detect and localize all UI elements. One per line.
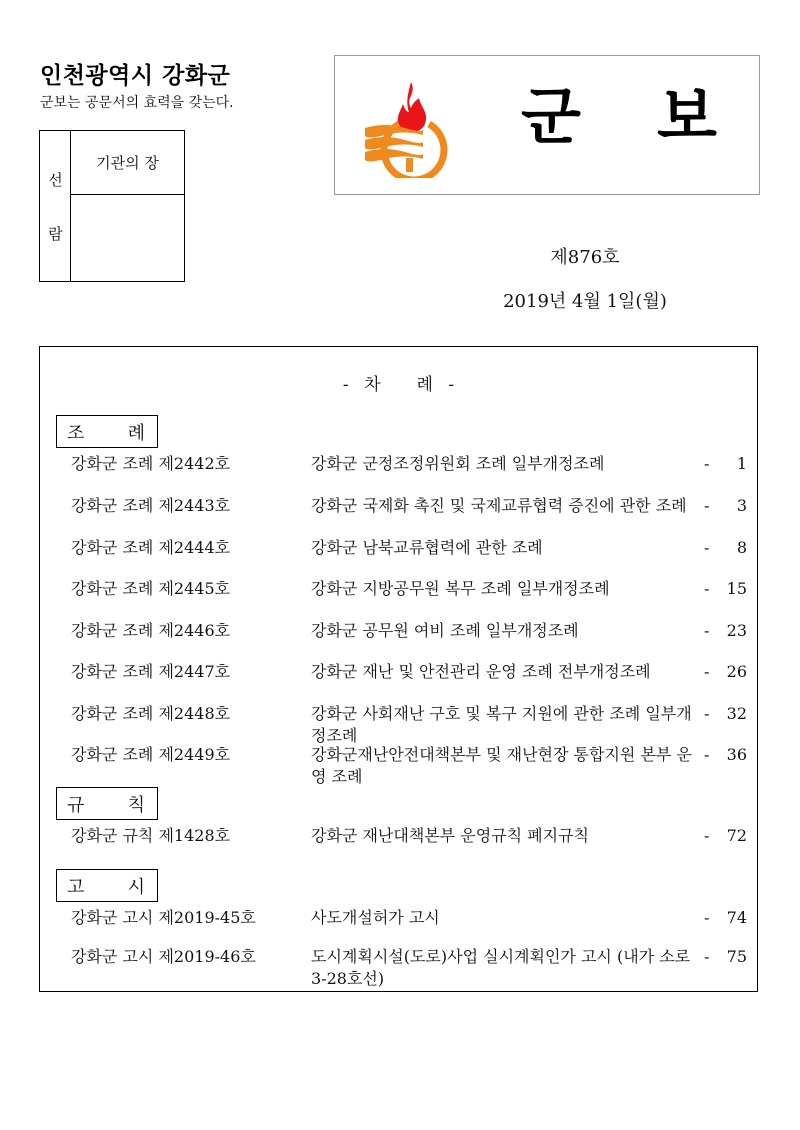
toc-title bbox=[40, 370, 757, 395]
section-label-char: 칙 bbox=[127, 795, 145, 816]
entry-number: 강화군 조례 제2443호 bbox=[71, 496, 231, 515]
entry-dash: - bbox=[704, 621, 710, 640]
review-box bbox=[39, 130, 185, 282]
entry-number: 강화군 고시 제2019-46호 bbox=[71, 947, 256, 966]
entry-page: 26 bbox=[726, 662, 747, 681]
ganghwa-county-emblem-icon bbox=[359, 78, 459, 178]
masthead-title-char-1: 군 bbox=[521, 80, 581, 153]
entry-title: 강화군 군정조정위원회 조례 일부개정조례 bbox=[311, 454, 605, 473]
review-side-column bbox=[40, 131, 71, 281]
entry-page: 72 bbox=[726, 826, 747, 845]
entry-title: 도시계획시설(도로)사업 실시계획인가 고시 (내가 소로3-28호선) bbox=[311, 947, 691, 988]
entry-page: 3 bbox=[736, 496, 747, 515]
entry-dash: - bbox=[704, 579, 710, 598]
org-title: 인천광역시 강화군 bbox=[40, 63, 231, 89]
issue-number: 제876호 bbox=[550, 247, 620, 268]
entry-number: 강화군 고시 제2019-45호 bbox=[71, 908, 256, 927]
entry-title: 강화군 남북교류협력에 관한 조례 bbox=[311, 538, 543, 557]
entry-title: 강화군 재난대책본부 운영규칙 폐지규칙 bbox=[311, 826, 590, 845]
review-header-cell: 기관의 장 bbox=[71, 131, 184, 195]
entry-number: 강화군 조례 제2448호 bbox=[71, 704, 231, 723]
entry-page: 1 bbox=[736, 454, 747, 473]
entry-number: 강화군 조례 제2447호 bbox=[71, 662, 231, 681]
org-subtitle: 군보는 공문서의 효력을 갖는다. bbox=[40, 95, 234, 111]
review-side-label-top: 선 bbox=[48, 171, 63, 189]
section-label-notice bbox=[56, 869, 158, 902]
masthead-title-char-2: 보 bbox=[657, 80, 717, 153]
entry-title: 강화군 재난 및 안전관리 운영 조례 전부개정조례 bbox=[311, 662, 651, 681]
entry-number: 강화군 조례 제2445호 bbox=[71, 579, 231, 598]
entry-page: 74 bbox=[726, 908, 747, 927]
entry-number: 강화군 조례 제2444호 bbox=[71, 538, 231, 557]
entry-dash: - bbox=[704, 947, 710, 966]
entry-dash: - bbox=[704, 745, 710, 764]
entry-dash: - bbox=[704, 662, 710, 681]
entry-dash: - bbox=[704, 538, 710, 557]
entry-page: 23 bbox=[726, 621, 747, 640]
entry-number: 강화군 조례 제2449호 bbox=[71, 745, 231, 764]
toc-title-left: - 차 bbox=[342, 375, 381, 395]
entry-page: 75 bbox=[726, 947, 747, 966]
section-label-char: 조 bbox=[67, 423, 85, 444]
entry-number: 강화군 조례 제2442호 bbox=[71, 454, 231, 473]
review-side-label-bottom: 람 bbox=[48, 225, 63, 243]
entry-title: 강화군 국제화 촉진 및 국제교류협력 증진에 관한 조례 bbox=[311, 496, 687, 515]
toc-title-right: 례 - bbox=[416, 375, 455, 395]
entry-dash: - bbox=[704, 496, 710, 515]
entry-title: 강화군 사회재난 구호 및 복구 지원에 관한 조례 일부개정조례 bbox=[311, 704, 692, 745]
entry-title: 강화군 공무원 여비 조례 일부개정조례 bbox=[311, 621, 579, 640]
section-label-ordinance bbox=[56, 415, 158, 448]
section-label-char: 규 bbox=[67, 795, 85, 816]
entry-title: 강화군 지방공무원 복무 조례 일부개정조례 bbox=[311, 579, 610, 598]
entry-title: 강화군재난안전대책본부 및 재난현장 통합지원 본부 운영 조례 bbox=[311, 745, 692, 786]
section-label-char: 례 bbox=[127, 423, 145, 444]
masthead bbox=[334, 55, 760, 195]
section-label-char: 시 bbox=[127, 877, 145, 898]
entry-page: 15 bbox=[726, 579, 747, 598]
section-label-char: 고 bbox=[67, 877, 85, 898]
entry-dash: - bbox=[704, 704, 710, 723]
issue-date: 2019년 4월 1일(월) bbox=[503, 291, 667, 312]
entry-number: 강화군 규칙 제1428호 bbox=[71, 826, 231, 845]
entry-page: 8 bbox=[736, 538, 747, 557]
entry-page: 36 bbox=[726, 745, 747, 764]
review-signature-cell bbox=[71, 195, 184, 281]
entry-title: 사도개설허가 고시 bbox=[311, 908, 440, 927]
entry-dash: - bbox=[704, 908, 710, 927]
entry-page: 32 bbox=[726, 704, 747, 723]
entry-dash: - bbox=[704, 826, 710, 845]
table-of-contents bbox=[39, 346, 758, 992]
entry-number: 강화군 조례 제2446호 bbox=[71, 621, 231, 640]
entry-dash: - bbox=[704, 454, 710, 473]
section-label-rule bbox=[56, 787, 158, 820]
